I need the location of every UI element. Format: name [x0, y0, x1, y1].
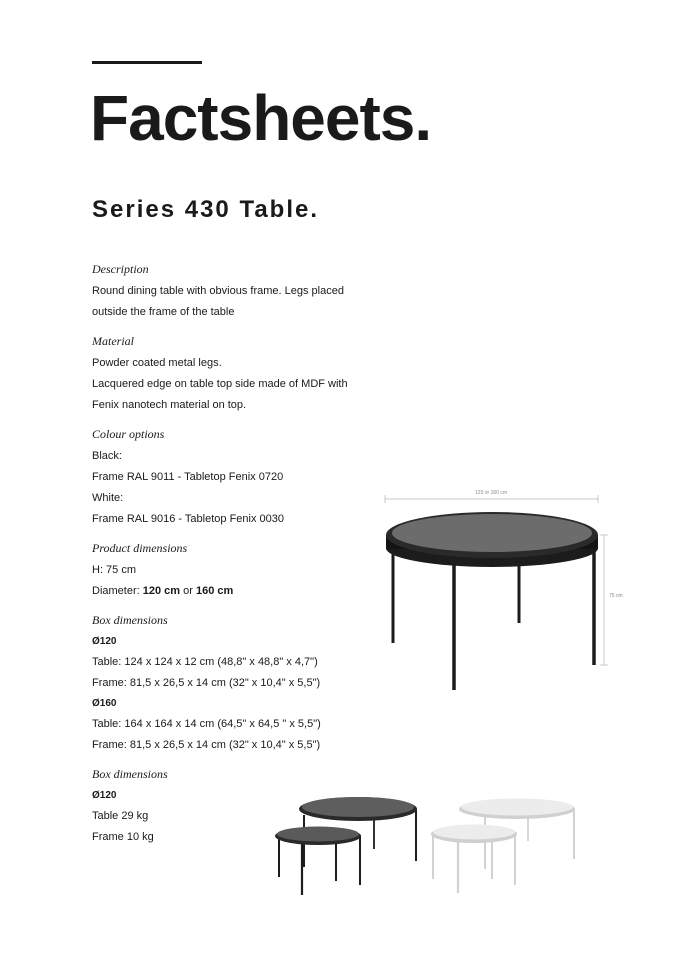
- page-title: Factsheets.: [90, 82, 432, 154]
- width-dimension: [385, 495, 598, 503]
- product-dimensions-section: [92, 539, 392, 602]
- box-dimension-line: Frame: 81,5 x 26,5 x 14 cm (32" x 10,4" x 5,5"): [92, 739, 321, 751]
- box-group-label: Ø120: [92, 636, 117, 647]
- colour-option-line: Frame RAL 9016 - Tabletop Fenix 0030: [92, 513, 285, 525]
- product-dimensions-heading: Product dimensions: [92, 541, 188, 555]
- description-section: [92, 260, 392, 323]
- black-table-small: [275, 827, 361, 896]
- table-family-image: [270, 785, 590, 905]
- white-table-small: [431, 825, 517, 894]
- colour-options-section: [92, 425, 392, 530]
- material-section: [92, 332, 392, 416]
- box-dimensions-section: [92, 611, 392, 756]
- table-dimension-drawing: [380, 485, 630, 700]
- height-value: H: 75 cm: [92, 564, 137, 576]
- height-label: 75 cm: [609, 593, 623, 599]
- colour-option-line: White:: [92, 492, 124, 504]
- diameter-option-b: 160 cm: [195, 585, 234, 597]
- colour-option-line: Black:: [92, 450, 122, 462]
- box-weights-label: Ø120: [92, 790, 117, 801]
- box-group-label: Ø160: [92, 698, 117, 709]
- diameter-label: Diameter:: [92, 585, 143, 597]
- material-line: Powder coated metal legs.: [92, 357, 222, 369]
- diameter-option-a: 120 cm: [142, 585, 181, 597]
- material-line: Fenix nanotech material on top.: [92, 399, 247, 411]
- description-line: Round dining table with obvious frame. Legs placed: [92, 285, 344, 297]
- weight-line: Frame 10 kg: [92, 831, 154, 843]
- colour-options-heading: Colour options: [92, 427, 165, 441]
- box-dimension-line: Table: 164 x 164 x 14 cm (64,5" x 64,5 " x 5,5"): [92, 718, 321, 730]
- height-dimension: [600, 535, 608, 665]
- material-heading: Material: [92, 334, 134, 348]
- box-dimensions-heading: Box dimensions: [92, 613, 168, 627]
- box-dimension-line: Frame: 81,5 x 26,5 x 14 cm (32" x 10,4" x 5,5"): [92, 677, 321, 689]
- description-line: outside the frame of the table: [92, 306, 235, 318]
- colour-option-line: Frame RAL 9011 - Tabletop Fenix 0720: [92, 471, 284, 483]
- header-rule: [92, 61, 202, 64]
- description-heading: Description: [92, 262, 149, 276]
- weight-line: Table 29 kg: [92, 810, 149, 822]
- spec-list: [92, 260, 392, 848]
- box-dimension-line: Table: 124 x 124 x 12 cm (48,8" x 48,8" x 4,7"): [92, 656, 318, 668]
- box-weights-heading: Box dimensions: [92, 767, 168, 781]
- material-line: Lacquered edge on table top side made of MDF with: [92, 378, 348, 390]
- black-table-large: [386, 512, 598, 690]
- diameter-value: [92, 581, 392, 602]
- diameter-or: or: [180, 585, 196, 597]
- width-label: 120 or 160 cm: [475, 490, 507, 496]
- product-title: Series 430 Table.: [92, 196, 320, 223]
